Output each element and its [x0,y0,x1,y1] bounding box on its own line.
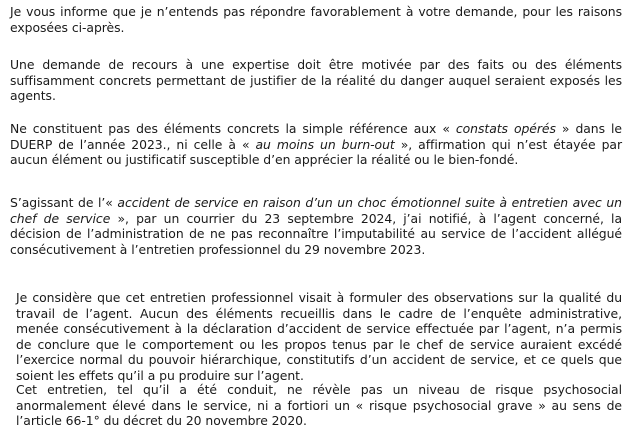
quote-accident-de-service: accident de service en raison d’un un choc émotionnel suite à entretien avec un chef de service [10,195,622,226]
paragraph-refusal-intro: Je vous informe que je n’entends pas répondre favorablement à votre demande, pour les raisons exposées ci-après. [10,4,622,35]
paragraph-psychosocial-risk: Cet entretien, tel qu’il a été conduit, ne révèle pas un niveau de risque psychosocial anormalement élevé dans le service, ni a fortiori un « risque psychosocial grave » au sens de l’article 66-1° du décret du 20 novembre 2020. [16,382,622,429]
paragraph-concrete-elements [10,121,622,168]
paragraph-4-text-2: », par un courrier du 23 septembre 2024, j’ai notifié, à l’agent concerné, la décision de l’administration de ne pas reconnaître l’imputabilité au service de l’accident allégué consécutivement à l’entretien professionnel du 29 novembre 2023. [10,210,622,257]
quote-constats-operes: constats opérés [455,121,556,136]
paragraph-service-accident [10,195,622,257]
quote-burn-out: au moins un burn-out [255,136,395,152]
paragraph-professional-interview: Je considère que cet entretien professionnel visait à formuler des observations sur la qualité du travail de l’agent. Aucun des éléments recueillis dans le cadre de l’enquête administrative, menée consécutivement à la déclaration d’accident de service effectuée par l’agent, n’a permis de conclure que le comportement ou les propos tenus par le chef de service auraient excédé l’exercice normal du pouvoir hiérarchique, constitutifs d’un accident de service, et ce quels que soient les effets qu’il a pu produire sur l’agent. [16,290,622,383]
paragraph-3-text-1: Ne constituent pas des éléments concrets la simple référence aux « [10,121,456,136]
paragraph-3-text-3: », affirmation qui n’est étayée par aucun élément ou justificatif susceptible d’en apprécier la réalité ou le bien-fondé. [10,136,622,168]
paragraph-4-text-1: S’agissant de l’« [10,195,118,210]
paragraph-3-text-2: » dans le DUERP de l’année 2023., ni celle à « [10,121,622,152]
paragraph-expertise-motivation: Une demande de recours à une expertise doit être motivée par des faits ou des éléments suffisamment concrets permettant de justifier de la réalité du danger auquel seraient exposés les agents. [10,57,622,104]
